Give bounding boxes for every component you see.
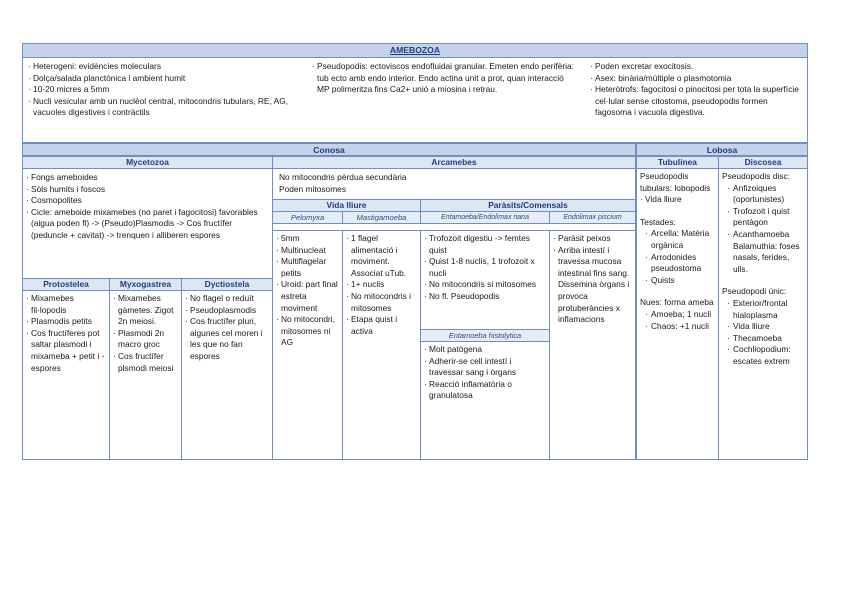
arcamebes-lines (279, 172, 629, 198)
nues-label: Nues: forma ameba (640, 297, 714, 308)
list-item: · Plasmodis petits (26, 316, 106, 328)
parasits-header: Paràsits/Comensals (420, 199, 636, 212)
list-item: · Exterior/frontal hialoplasma (722, 298, 804, 321)
list-item: · Trofozoit i quist pentàgon (722, 206, 804, 229)
list-item: · Pseudoplasmodis (185, 305, 269, 317)
discosea-header: Discosea (718, 156, 808, 169)
list-item: · Cos fructífer pluri, algunes cel moren i les que no fan espores (185, 316, 269, 362)
list-item: · No mitocondri, mitosomes ni AG (276, 314, 339, 349)
tubulinea-line: Pseudopodis tubulars: lobopodis (640, 171, 711, 193)
intro-item: · Pseudopodis: ectoviscos endofluidai granular. Emeten endo perifèria: tub ecto amb endo interior. Endo actina unit a prot, quan interacció MP polimeritza fins Ca2+ unió a miosina i retrau. (312, 61, 577, 96)
intro-col-1 (28, 61, 290, 139)
intro-item: · Heterogeni: evidències moleculars (28, 61, 290, 73)
list-item: · Adherir-se cell intestí i travessar sang i òrgans (424, 356, 548, 379)
list-item: · Cochliopodium: escates extrem (722, 344, 804, 367)
pelomyxa-header: Pelomyxa (272, 211, 343, 224)
list-item: · Trofozoit digestiu -> femtes quist (424, 233, 546, 256)
list-item: · Thecamoeba (722, 333, 804, 345)
intro-item: · Heteròtrofs: fagocitosi o pinocitosi per tota la superfície cel·lular sense citostoma, pseudopodis formen fagosoma i vacuola digestiva. (590, 84, 804, 119)
endolimax-piscium-cell (549, 230, 636, 460)
list-item: · No fl. Pseudopodis (424, 291, 546, 303)
vida-lliure-header: Vida lliure (272, 199, 421, 212)
arcamebes-header: Arcamebes (272, 156, 636, 169)
list-item: · Mixamebes fil·lopodis (26, 293, 106, 316)
list-item: · 1 flagel alimentació i moviment. Associat uTub. (346, 233, 417, 279)
list-item: · Plasmodi 2n macro groc (113, 328, 178, 351)
protostelea-cell (22, 290, 110, 460)
dyctiostela-header: Dyctiostela (181, 278, 273, 291)
list-item: · No mitocondris i mitosomes (346, 291, 417, 314)
intro-item: · Dolça/salada planctònica i ambient humit (28, 73, 290, 85)
dyctiostela-cell (181, 290, 273, 460)
list-item: · Quists (640, 275, 715, 287)
mastigamoeba-cell (342, 230, 421, 460)
conosa-header: Conosa (22, 143, 636, 156)
list-item: · Cos fructíferes pot saltar plasmodi i mixameba + petit i -espores (26, 328, 106, 374)
mycetozoa-list (26, 172, 270, 272)
list-item: · Anfizoiques (oportunistes) (722, 183, 804, 206)
endolimax-piscium-header: Endolimax piscium (549, 211, 636, 224)
list-item: · Vida lliure (640, 194, 715, 206)
list-item: · Fongs ameboides (26, 172, 270, 184)
protostelea-header: Protostelea (22, 278, 110, 291)
myxogastrea-cell (109, 290, 182, 460)
list-item: · Etapa quist i activa (346, 314, 417, 337)
arcamebes-line: Poden mitosomes (279, 183, 347, 194)
tubulinea-cell (636, 168, 719, 460)
list-item: · Molt patògena (424, 344, 548, 356)
list-item: · Vida lliure (722, 321, 804, 333)
unic-label: Pseudopodi únic: (722, 286, 787, 297)
list-item: · Arcella: Matèria orgànica (640, 228, 715, 251)
list-item: · 5mm (276, 233, 339, 245)
list-item: · Amoeba; 1 nucli (640, 309, 715, 321)
myxogastrea-header: Myxogastrea (109, 278, 182, 291)
discosea-cell (718, 168, 808, 460)
lobosa-header: Lobosa (636, 143, 808, 156)
mastigamoeba-header: Mastigamoeba (342, 211, 421, 224)
list-item: · Chaos: +1 nucli (640, 321, 715, 333)
list-item: · Mixamebes gàmetes. Zigot 2n meiosi. (113, 293, 178, 328)
list-item: · Acanthamoeba Balamuthia: foses nasals, ferides, ulls. (722, 229, 804, 275)
entamoeba-endolimax-header: Entamoeba/Endolimax nana (420, 211, 550, 224)
list-item: · 1+ nuclis (346, 279, 417, 291)
arcamebes-line: No mitocondris pèrdua secundària (279, 172, 407, 182)
list-item: · Sòls humits i foscos (26, 184, 270, 196)
list-item: · Cicle: ameboide mixamebes (no paret i fagocitosi) favorables (aigua poden fl) -> (Pseudo)Plasmodis -> Cos fructífer (peduncle + cavitat) -> trenquen i alliberen espores (26, 207, 270, 242)
list-item: · Arriba intestí i travessa mucosa intestinal fins sang. Dissemina òrgans i provoca protuberàncies x inflamacions (553, 245, 632, 326)
intro-item: · Nucli vesicular amb un nuclèol central, mitocondris tubulars, RE, AG, vacuoles digestives i contràctils (28, 96, 290, 119)
intro-col-2 (312, 61, 577, 139)
testades-label: Testades: (640, 216, 676, 227)
list-item: · Uroid: part final estreta moviment (276, 279, 339, 314)
discosea-line: Pseudopodis disc: (722, 171, 790, 181)
intro-item: · Asex: binària/múltiple o plasmotomia (590, 73, 804, 85)
mycetozoa-header: Mycetozoa (22, 156, 273, 169)
list-item: · Paràsit peixos (553, 233, 632, 245)
histolytica-list (424, 344, 548, 454)
intro-item: · 10-20 micres a 5mm (28, 84, 290, 96)
list-item: · Multiflagelar petits (276, 256, 339, 279)
main-title: AMEBOZOA (22, 43, 808, 58)
list-item: · Multinucleat (276, 245, 339, 257)
list-item: · Reacció inflamatòria o granulatosa (424, 379, 548, 402)
tubulinea-header: Tubulinea (636, 156, 719, 169)
list-item: · Quist 1-8 nuclis, 1 trofozoit x nucli (424, 256, 546, 279)
list-item: · No flagel o reduït (185, 293, 269, 305)
list-item: · No mitocondris si mitosomes (424, 279, 546, 291)
pelomyxa-cell (272, 230, 343, 460)
list-item: · Arrodonides pseudostoma (640, 252, 715, 275)
intro-col-3 (590, 61, 804, 143)
intro-item: · Poden excretar exocitosis. (590, 61, 804, 73)
list-item: · Cos fructífer plsmodi meiosi (113, 351, 178, 374)
list-item: · Cosmopolites (26, 195, 270, 207)
histolytica-header: Entamoeba histolytica (420, 329, 550, 342)
